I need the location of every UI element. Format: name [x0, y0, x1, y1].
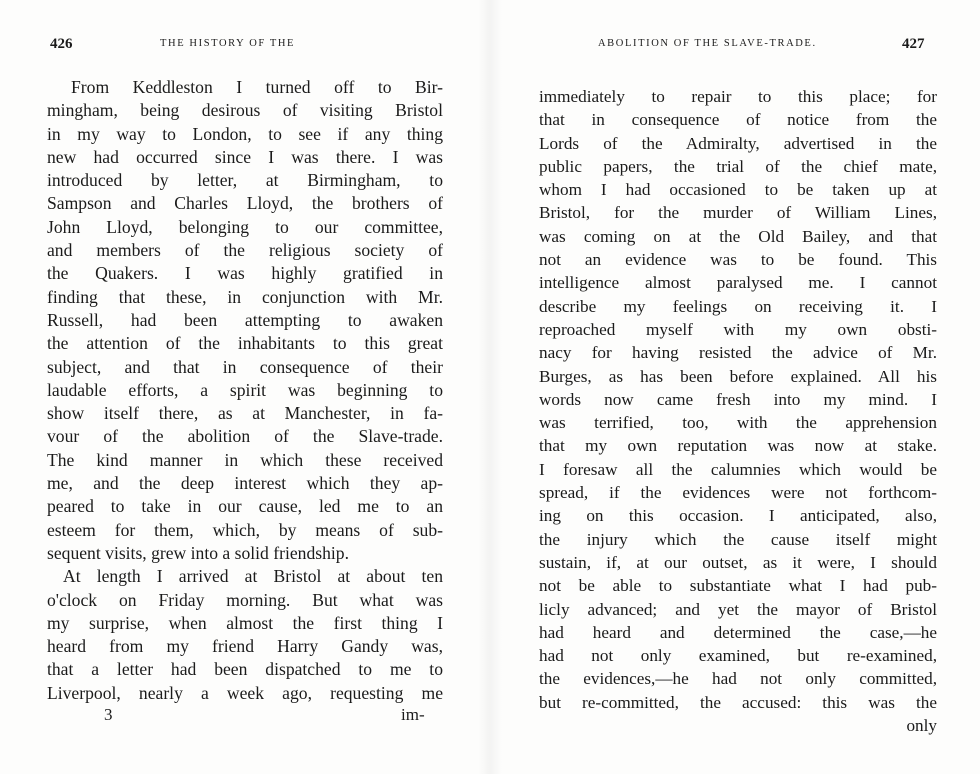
text-line: sustain, if, at our outset, as it were, I should — [539, 552, 937, 572]
text-line: spread, if the evidences were not forthcom- — [539, 483, 937, 503]
text-line: show itself there, as at Manchester, in fa- — [47, 403, 443, 424]
text-line: o'clock on Friday morning. But what was — [47, 589, 443, 610]
text-line: intelligence almost paralysed me. I cannot — [539, 273, 937, 293]
text-line: words now came fresh into my mind. I — [539, 389, 937, 409]
text-line: was terrified, too, with the apprehension — [539, 413, 937, 433]
text-line: and members of the religious society of — [47, 240, 443, 261]
text-line: had not only examined, but re-examined, — [539, 646, 937, 666]
text-line: vour of the abolition of the Slave-trade. — [47, 426, 443, 447]
text-line: I foresaw all the calumnies which would be — [539, 459, 937, 479]
body-text — [47, 76, 443, 705]
text-line: the Quakers. I was highly gratified in — [47, 263, 443, 284]
body-text — [539, 85, 937, 737]
text-line: me, and the deep interest which they ap- — [47, 473, 443, 494]
text-line: the attention of the inhabitants to this great — [47, 333, 443, 354]
text-line: ing on this occasion. I anticipated, also, — [539, 506, 937, 526]
catchword: im- — [401, 705, 425, 724]
catchword: only — [906, 716, 937, 736]
text-line: Burges, as has been before explained. All his — [539, 366, 937, 386]
text-line: introduced by letter, at Birmingham, to — [47, 170, 443, 191]
right-page — [490, 0, 980, 774]
text-line: Liverpool, nearly a week ago, requesting me — [47, 682, 443, 703]
text-line: Lords of the Admiralty, advertised in the — [539, 133, 937, 153]
text-line: laudable efforts, a spirit was beginning to — [47, 379, 443, 400]
text-line: finding that these, in conjunction with Mr. — [47, 286, 443, 307]
text-line: mingham, being desirous of visiting Bristol — [47, 100, 443, 121]
text-line: immediately to repair to this place; for — [539, 87, 937, 106]
text-line: whom I had occasioned to be taken up at — [539, 180, 937, 200]
text-line: was coming on at the Old Bailey, and that — [539, 226, 937, 246]
text-line: that my own reputation was now at stake. — [539, 436, 937, 456]
text-line: the injury which the cause itself might — [539, 529, 937, 549]
text-line: public papers, the trial of the chief mate, — [539, 156, 937, 176]
text-line: esteem for them, which, by means of sub- — [47, 519, 443, 540]
text-line: that in consequence of notice from the — [539, 110, 937, 130]
text-line: The kind manner in which these received — [47, 449, 443, 470]
text-line: the evidences,—he had not only committed, — [539, 669, 937, 689]
text-line: John Lloyd, belonging to our committee, — [47, 216, 443, 237]
text-line: not an evidence was to be found. This — [539, 250, 937, 270]
text-line: reproached myself with my own obsti- — [539, 319, 937, 339]
text-line: new had occurred since I was there. I was — [47, 146, 443, 167]
page-number: 426 — [50, 36, 73, 52]
text-line: peared to take in our cause, led me to an — [47, 496, 443, 517]
text-line: that a letter had been dispatched to me to — [47, 659, 443, 680]
text-line: heard from my friend Harry Gandy was, — [47, 636, 443, 657]
text-line: Bristol, for the murder of William Lines, — [539, 203, 937, 223]
page-number: 427 — [902, 36, 925, 52]
text-line: subject, and that in consequence of their — [47, 356, 443, 377]
text-line: not be able to substantiate what I had pub- — [539, 576, 937, 596]
signature-mark: 3 — [104, 705, 113, 724]
text-line: licly advanced; and yet the mayor of Bristol — [539, 599, 937, 619]
text-line: Sampson and Charles Lloyd, the brothers of — [47, 193, 443, 214]
text-line: nacy for having resisted the advice of Mr. — [539, 343, 937, 363]
text-line: sequent visits, grew into a solid friendship. — [47, 542, 349, 563]
text-line: Russell, had been attempting to awaken — [47, 309, 443, 330]
running-head: ABOLITION OF THE SLAVE-TRADE. — [598, 38, 817, 49]
running-head: THE HISTORY OF THE — [160, 38, 296, 49]
text-line: in my way to London, to see if any thing — [47, 123, 443, 144]
text-line: had heard and determined the case,—he — [539, 622, 937, 642]
text-line: At length I arrived at Bristol at about ten — [63, 566, 443, 587]
text-line: my surprise, when almost the first thing I — [47, 612, 443, 633]
text-line: From Keddleston I turned off to Bir- — [71, 77, 443, 97]
text-line: describe my feelings on receiving it. I — [539, 296, 937, 316]
text-line: but re-committed, the accused: this was the — [539, 692, 937, 712]
